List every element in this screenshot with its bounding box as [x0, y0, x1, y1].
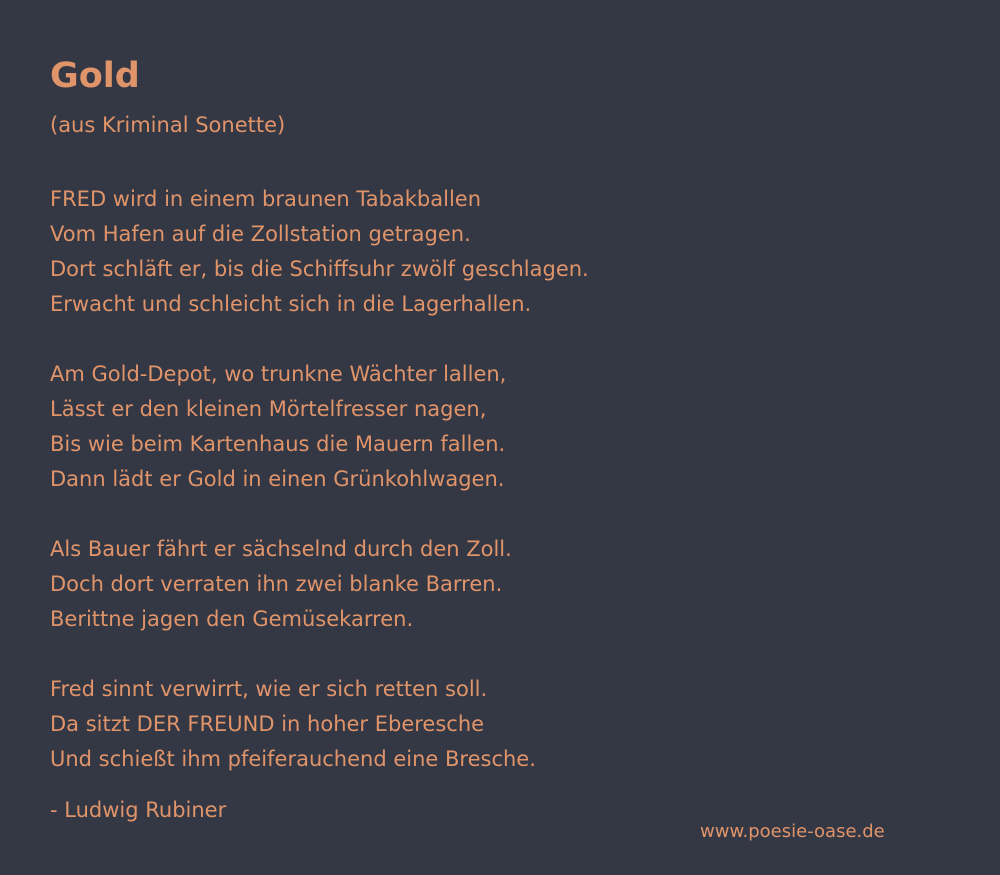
poem-line: Dort schläft er, bis die Schiffsuhr zwölf geschlagen.: [50, 257, 589, 281]
stanza-1: [50, 182, 950, 322]
poem-line: Lässt er den kleinen Mörtelfresser nagen,: [50, 397, 487, 421]
stanza-4: [50, 672, 950, 777]
website-link[interactable]: www.poesie-oase.de: [700, 821, 885, 842]
poem-line: Doch dort verraten ihn zwei blanke Barren.: [50, 572, 503, 596]
poem-line: Erwacht und schleicht sich in die Lagerhallen.: [50, 292, 532, 316]
stanza-3: [50, 532, 950, 637]
poem-line: FRED wird in einem braunen Tabakballen: [50, 187, 482, 211]
poem-line: Da sitzt DER FREUND in hoher Eberesche: [50, 712, 485, 736]
poem-line: Dann lädt er Gold in einen Grünkohlwagen.: [50, 467, 505, 491]
poem-title: Gold: [50, 56, 140, 96]
poem-subtitle: (aus Kriminal Sonette): [50, 113, 286, 137]
stanza-2: [50, 357, 950, 497]
poem-line: Fred sinnt verwirrt, wie er sich retten soll.: [50, 677, 488, 701]
poem-card: [50, 56, 950, 812]
poem-line: Am Gold-Depot, wo trunkne Wächter lallen,: [50, 362, 507, 386]
poem-stanzas: [50, 182, 950, 777]
poem-line: Bis wie beim Kartenhaus die Mauern fallen.: [50, 432, 506, 456]
poem-line: Berittne jagen den Gemüsekarren.: [50, 607, 414, 631]
poem-line: Und schießt ihm pfeiferauchend eine Bresche.: [50, 747, 536, 771]
poem-line: Vom Hafen auf die Zollstation getragen.: [50, 222, 471, 246]
poem-line: Als Bauer fährt er sächselnd durch den Zoll.: [50, 537, 512, 561]
poem-author: - Ludwig Rubiner: [50, 798, 227, 822]
